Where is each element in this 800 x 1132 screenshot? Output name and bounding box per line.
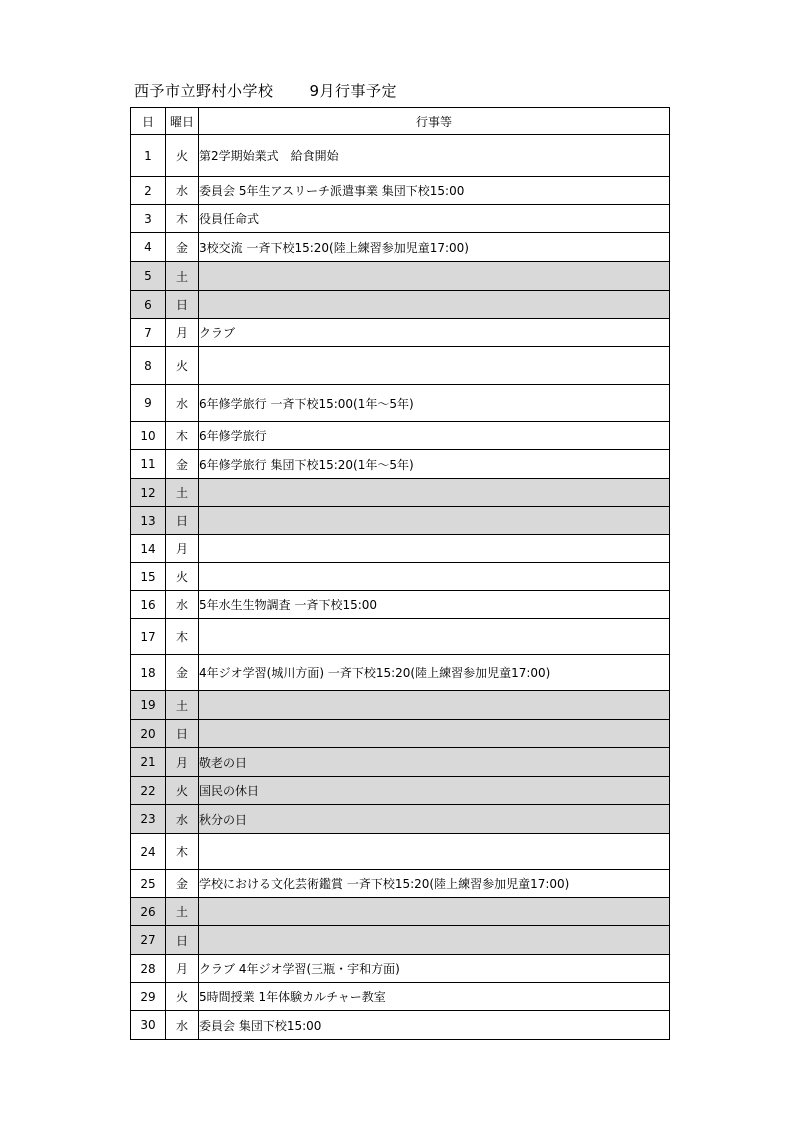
day-cell: 29 (131, 983, 166, 1011)
weekday-cell: 月 (166, 748, 199, 777)
day-cell: 7 (131, 319, 166, 347)
table-row (131, 535, 670, 563)
weekday-cell: 火 (166, 563, 199, 591)
day-cell: 30 (131, 1011, 166, 1040)
event-cell: 役員任命式 (199, 205, 670, 233)
weekday-cell: 日 (166, 720, 199, 748)
weekday-cell: 木 (166, 205, 199, 233)
table-row (131, 898, 670, 926)
day-cell: 4 (131, 233, 166, 262)
weekday-cell: 水 (166, 1011, 199, 1040)
event-cell (199, 926, 670, 955)
table-row (131, 655, 670, 691)
weekday-cell: 木 (166, 422, 199, 450)
weekday-cell: 土 (166, 262, 199, 291)
day-cell: 9 (131, 385, 166, 422)
weekday-cell: 火 (166, 347, 199, 385)
day-cell: 24 (131, 834, 166, 870)
weekday-cell: 土 (166, 691, 199, 720)
table-row (131, 262, 670, 291)
event-cell (199, 535, 670, 563)
weekday-cell: 火 (166, 135, 199, 177)
table-row (131, 233, 670, 262)
weekday-cell: 土 (166, 479, 199, 507)
event-cell: 第2学期始業式 給食開始 (199, 135, 670, 177)
day-cell: 18 (131, 655, 166, 691)
weekday-cell: 火 (166, 983, 199, 1011)
day-cell: 8 (131, 347, 166, 385)
weekday-cell: 火 (166, 777, 199, 805)
table-row (131, 1011, 670, 1040)
event-cell (199, 898, 670, 926)
weekday-cell: 金 (166, 450, 199, 479)
table-row (131, 983, 670, 1011)
day-cell: 14 (131, 535, 166, 563)
table-row (131, 870, 670, 898)
day-cell: 17 (131, 619, 166, 655)
day-cell: 11 (131, 450, 166, 479)
weekday-cell: 土 (166, 898, 199, 926)
table-row (131, 385, 670, 422)
weekday-cell: 水 (166, 385, 199, 422)
day-cell: 27 (131, 926, 166, 955)
weekday-cell: 日 (166, 291, 199, 319)
weekday-cell: 日 (166, 507, 199, 535)
column-header-day: 日 (131, 108, 166, 135)
table-row (131, 619, 670, 655)
day-cell: 5 (131, 262, 166, 291)
event-cell: 委員会 集団下校15:00 (199, 1011, 670, 1040)
event-cell (199, 691, 670, 720)
schedule-table (130, 107, 670, 1040)
event-cell: 3校交流 一斉下校15:20(陸上練習参加児童17:00) (199, 233, 670, 262)
table-row (131, 748, 670, 777)
day-cell: 3 (131, 205, 166, 233)
table-row (131, 205, 670, 233)
event-cell (199, 479, 670, 507)
event-cell: 国民の休日 (199, 777, 670, 805)
day-cell: 12 (131, 479, 166, 507)
day-cell: 16 (131, 591, 166, 619)
weekday-cell: 金 (166, 233, 199, 262)
weekday-cell: 月 (166, 955, 199, 983)
table-row (131, 291, 670, 319)
table-row (131, 347, 670, 385)
event-cell: 5年水生生物調査 一斉下校15:00 (199, 591, 670, 619)
event-cell (199, 347, 670, 385)
table-row (131, 135, 670, 177)
day-cell: 22 (131, 777, 166, 805)
table-row (131, 507, 670, 535)
table-row (131, 177, 670, 205)
month-title: 9月行事予定 (309, 82, 398, 100)
day-cell: 1 (131, 135, 166, 177)
weekday-cell: 月 (166, 319, 199, 347)
event-cell (199, 507, 670, 535)
day-cell: 13 (131, 507, 166, 535)
school-name: 西予市立野村小学校 (134, 82, 274, 100)
day-cell: 10 (131, 422, 166, 450)
event-cell (199, 262, 670, 291)
event-cell (199, 619, 670, 655)
day-cell: 26 (131, 898, 166, 926)
table-row (131, 834, 670, 870)
table-row (131, 805, 670, 834)
column-header-events: 行事等 (199, 108, 670, 135)
header-row (131, 108, 670, 135)
event-cell: 敬老の日 (199, 748, 670, 777)
day-cell: 20 (131, 720, 166, 748)
day-cell: 25 (131, 870, 166, 898)
table-row (131, 422, 670, 450)
weekday-cell: 水 (166, 591, 199, 619)
event-cell (199, 720, 670, 748)
event-cell: 6年修学旅行 一斉下校15:00(1年～5年) (199, 385, 670, 422)
weekday-cell: 木 (166, 834, 199, 870)
event-cell (199, 563, 670, 591)
table-row (131, 563, 670, 591)
weekday-cell: 水 (166, 177, 199, 205)
event-cell (199, 834, 670, 870)
table-row (131, 319, 670, 347)
day-cell: 21 (131, 748, 166, 777)
weekday-cell: 金 (166, 870, 199, 898)
event-cell: 秋分の日 (199, 805, 670, 834)
event-cell: クラブ 4年ジオ学習(三瓶・宇和方面) (199, 955, 670, 983)
table-row (131, 926, 670, 955)
event-cell: 委員会 5年生アスリーチ派遣事業 集団下校15:00 (199, 177, 670, 205)
page-title (134, 80, 397, 101)
weekday-cell: 木 (166, 619, 199, 655)
event-cell (199, 291, 670, 319)
day-cell: 28 (131, 955, 166, 983)
event-cell: 6年修学旅行 集団下校15:20(1年～5年) (199, 450, 670, 479)
weekday-cell: 水 (166, 805, 199, 834)
event-cell: 学校における文化芸術鑑賞 一斉下校15:20(陸上練習参加児童17:00) (199, 870, 670, 898)
column-header-weekday: 曜日 (166, 108, 199, 135)
event-cell: 4年ジオ学習(城川方面) 一斉下校15:20(陸上練習参加児童17:00) (199, 655, 670, 691)
table-row (131, 955, 670, 983)
weekday-cell: 金 (166, 655, 199, 691)
day-cell: 2 (131, 177, 166, 205)
event-cell: 5時間授業 1年体験カルチャー教室 (199, 983, 670, 1011)
day-cell: 15 (131, 563, 166, 591)
weekday-cell: 月 (166, 535, 199, 563)
table-row (131, 691, 670, 720)
table-row (131, 777, 670, 805)
day-cell: 19 (131, 691, 166, 720)
event-cell: クラブ (199, 319, 670, 347)
table-row (131, 479, 670, 507)
weekday-cell: 日 (166, 926, 199, 955)
day-cell: 23 (131, 805, 166, 834)
event-cell: 6年修学旅行 (199, 422, 670, 450)
table-row (131, 450, 670, 479)
table-row (131, 591, 670, 619)
table-row (131, 720, 670, 748)
day-cell: 6 (131, 291, 166, 319)
